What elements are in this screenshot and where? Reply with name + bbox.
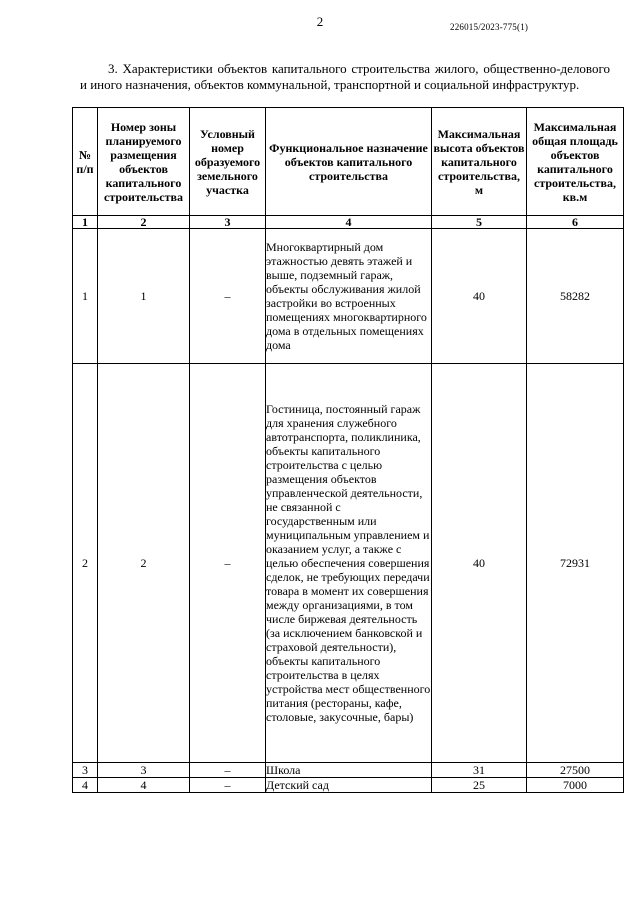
- column-number: 3: [190, 216, 266, 229]
- cell-height: 40: [432, 229, 527, 364]
- section-intro: 3. Характеристики объектов капитального строительства жилого, общественно-делового и иного назначения, объектов коммунальной, транспортной и социальной инфраструктур.: [80, 61, 610, 92]
- table-row: [73, 778, 624, 793]
- cell-plot: –: [190, 364, 266, 763]
- header-height: Максимальная высота объектов капитального строительства, м: [432, 108, 527, 216]
- cell-purpose: Многоквартирный дом этажностью девять этажей и выше, подземный гараж, объекты обслуживания жилой застройки во встроенных помещениях многоквартирного дома в отдельных помещениях дома: [266, 229, 432, 364]
- page-number: 2: [316, 14, 324, 29]
- document-code: 226015/2023-775(1): [450, 22, 529, 32]
- cell-zone: 3: [98, 763, 190, 778]
- table-row: [73, 763, 624, 778]
- table-row: [73, 364, 624, 763]
- cell-plot: –: [190, 763, 266, 778]
- header-purpose: Функциональное назначение объектов капитального строительства: [266, 108, 432, 216]
- cell-num: 3: [73, 763, 98, 778]
- cell-area: 72931: [527, 364, 624, 763]
- column-number: 6: [527, 216, 624, 229]
- header-num: № п/п: [73, 108, 98, 216]
- cell-area: 58282: [527, 229, 624, 364]
- column-number-row: [73, 216, 624, 229]
- header-zone: Номер зоны планируемого размещения объектов капитального строительства: [98, 108, 190, 216]
- cell-zone: 4: [98, 778, 190, 793]
- cell-num: 4: [73, 778, 98, 793]
- column-number: 1: [73, 216, 98, 229]
- cell-height: 25: [432, 778, 527, 793]
- header-plot: Условный номер образуемого земельного участка: [190, 108, 266, 216]
- cell-zone: 1: [98, 229, 190, 364]
- cell-purpose: Детский сад: [266, 778, 432, 793]
- cell-height: 31: [432, 763, 527, 778]
- column-number: 5: [432, 216, 527, 229]
- column-number: 4: [266, 216, 432, 229]
- table-row: [73, 229, 624, 364]
- column-number: 2: [98, 216, 190, 229]
- cell-area: 27500: [527, 763, 624, 778]
- cell-height: 40: [432, 364, 527, 763]
- header-area: Максимальная общая площадь объектов капитального строительства, кв.м: [527, 108, 624, 216]
- cell-purpose: Гостиница, постоянный гараж для хранения служебного автотранспорта, поликлиника, объекты капитального строительства с целью размещения объектов управленческой деятельности, не связанной с государственным или муниципальным управлением и оказанием услуг, а также с целью обеспечения совершения сделок, не требующих передачи товара в момент их совершения между организациями, в том числе биржевая деятельность (за исключением банковской и страховой деятельности), объекты капитального строительства в целях устройства мест общественного питания (рестораны, кафе, столовые, закусочные, бары): [266, 364, 432, 763]
- table-header-row: [73, 108, 624, 216]
- cell-area: 7000: [527, 778, 624, 793]
- characteristics-table: [72, 107, 624, 793]
- cell-plot: –: [190, 778, 266, 793]
- cell-zone: 2: [98, 364, 190, 763]
- cell-num: 1: [73, 229, 98, 364]
- cell-purpose: Школа: [266, 763, 432, 778]
- cell-plot: –: [190, 229, 266, 364]
- cell-num: 2: [73, 364, 98, 763]
